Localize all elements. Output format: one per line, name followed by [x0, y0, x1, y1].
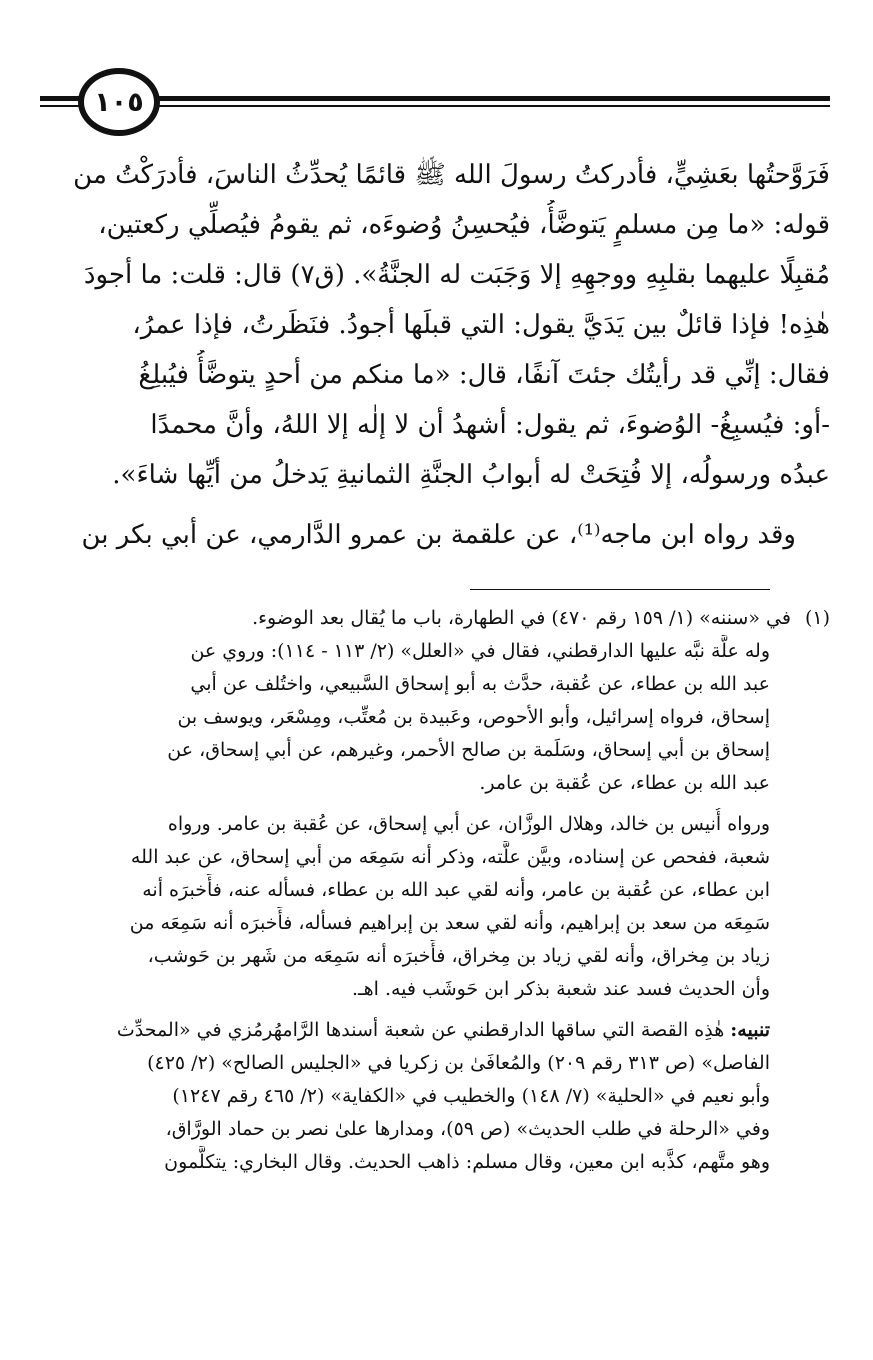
footnotes [50, 602, 830, 1179]
footnote-separator [470, 589, 770, 590]
footnote-line: وأبو نعيم في «الحلية» (٧/ ١٤٨) والخطيب في «الكفاية» (٢/ ٤٦٥ رقم ١٢٤٧) [172, 1085, 770, 1107]
footnote-line: الفاصل» (ص ٣١٣ رقم ٢٠٩) والمُعافَىٰ بن زكريا في «الجليس الصالح» (٢/ ٤٢٥) [147, 1052, 770, 1074]
footnote-line: عبد الله بن عطاء، عن عُقبة، حدَّث به أبو إسحاق السَّبيعي، واختُلف عن أبي [190, 673, 770, 695]
page-number: ١٠٥ [78, 68, 160, 136]
footnote-1-text: في «سننه» (١/ ١٥٩ رقم ٤٧٠) في الطهارة، باب ما يُقال بعد الوضوء. [252, 607, 791, 629]
footnote-line: إسحاق، فرواه إسرائيل، وأبو الأحوص، وعَبيدة بن مُعتِّب، ومِسْعَر، ويوسف بن [177, 706, 770, 728]
note-label: تنبيه: [730, 1019, 770, 1041]
main-text-line: مُقبِلًا عليهما بقلبِهِ ووجهِهِ إلا وَجَبَت له الجنَّةُ». (ق٧) قال: قلت: ما أجودَ [83, 260, 830, 290]
footnote-1-line [50, 602, 830, 635]
footnote-line [50, 1014, 830, 1047]
footnote-line: شعبة، ففحص عن إسناده، وبيَّن علَّته، وذكر أنه سَمِعَه من أبي إسحاق، عن عبد الله [130, 846, 770, 868]
footnote-para-c [50, 1014, 830, 1179]
footnote-1-marker: (١) [804, 607, 830, 629]
footnote-line: وهو متَّهم، كذَّبه ابن معين، وقال مسلم: ذاهب الحديث. وقال البخاري: يتكلَّمون [164, 1151, 770, 1173]
main-text-line: هٰذِه! فإذا قائلٌ بين يَدَيَّ يقول: التي قبلَها أجودُ. فنَظَرتُ، فإذا عمرُ، [132, 310, 830, 340]
note-first-line: هٰذِه القصة التي ساقها الدارقطني عن شعبة أسندها الرَّامهُرمُزي في «المحدِّث [116, 1019, 731, 1041]
main-text-line: وقد رواه ابن ماجه⁽¹⁾، عن علقمة بن عمرو الدَّارمي، عن أبي بكر بن [81, 520, 796, 550]
main-text-line: فَرَوَّحتُها بعَشِيٍّ، فأدركتُ رسولَ الله ﷺ قائمًا يُحدِّثُ الناسَ، فأدرَكْتُ من [73, 160, 830, 190]
footnote-line: زياد بن مِخراق، وأنه لقي زياد بن مِخراق، فأَخبرَه أنه سَمِعَه من شَهر بن حَوشب، [147, 945, 770, 967]
footnote-para-a [50, 635, 830, 800]
main-text-line: -أو: فيُسبِغُ- الوُضوءَ، ثم يقول: أشهدُ أن لا إلٰه إلا اللهُ، وأنَّ محمدًا [150, 410, 830, 440]
main-text-line: فقال: إنِّي قد رأيتُك جئتَ آنفًا، قال: «ما منكم من أحدٍ يتوضَّأُ فيُبلِغُ [138, 360, 830, 390]
footnote-line: ورواه أُنيس بن خالد، وهلال الوزَّان، عن أبي إسحاق، عن عُقبة بن عامر. ورواه [167, 813, 770, 835]
footnote-line: وفي «الرحلة في طلب الحديث» (ص ٥٩)، ومدارها علىٰ نصر بن حماد الورَّاق، [165, 1118, 770, 1140]
main-text-line: قوله: «ما مِن مسلمٍ يَتوضَّأُ، فيُحسِنُ وُضوءَه، ثم يقومُ فيُصلِّي ركعتين، [98, 210, 830, 240]
footnote-line: سَمِعَه من سعد بن إبراهيم، وأنه لقي سعد بن إبراهيم فسأله، فأَخبرَه أنه سَمِعَه من [129, 912, 770, 934]
page-header [40, 68, 830, 138]
footnote-line: إسحاق بن أبي إسحاق، وسَلَمة بن صالح الأحمر، وغيرهم، عن أبي إسحاق، عن [167, 739, 770, 761]
main-text [50, 150, 830, 560]
footnote-line: وأن الحديث فسد عند شعبة بذكر ابن حَوشَب فيه. اهـ. [352, 978, 770, 1000]
footnote-para-b [50, 808, 830, 1006]
footnote-line: ابن عطاء، عن عُقبة بن عامر، وأنه لقي عبد الله بن عطاء، فسأله عنه، فأَخبرَه أنه [142, 879, 770, 901]
footnote-line: عبد الله بن عطاء، عن عُقبة بن عامر. [479, 772, 770, 794]
footnote-line: وله علَّة نبَّه عليها الدارقطني، فقال في «العلل» (٢/ ١١٣ - ١١٤): وروي عن [190, 640, 770, 662]
main-text-line: عبدُه ورسولُه، إلا فُتِحَتْ له أبوابُ الجنَّةِ الثمانيةِ يَدخلُ من أيِّها شاءَ». [112, 460, 830, 490]
